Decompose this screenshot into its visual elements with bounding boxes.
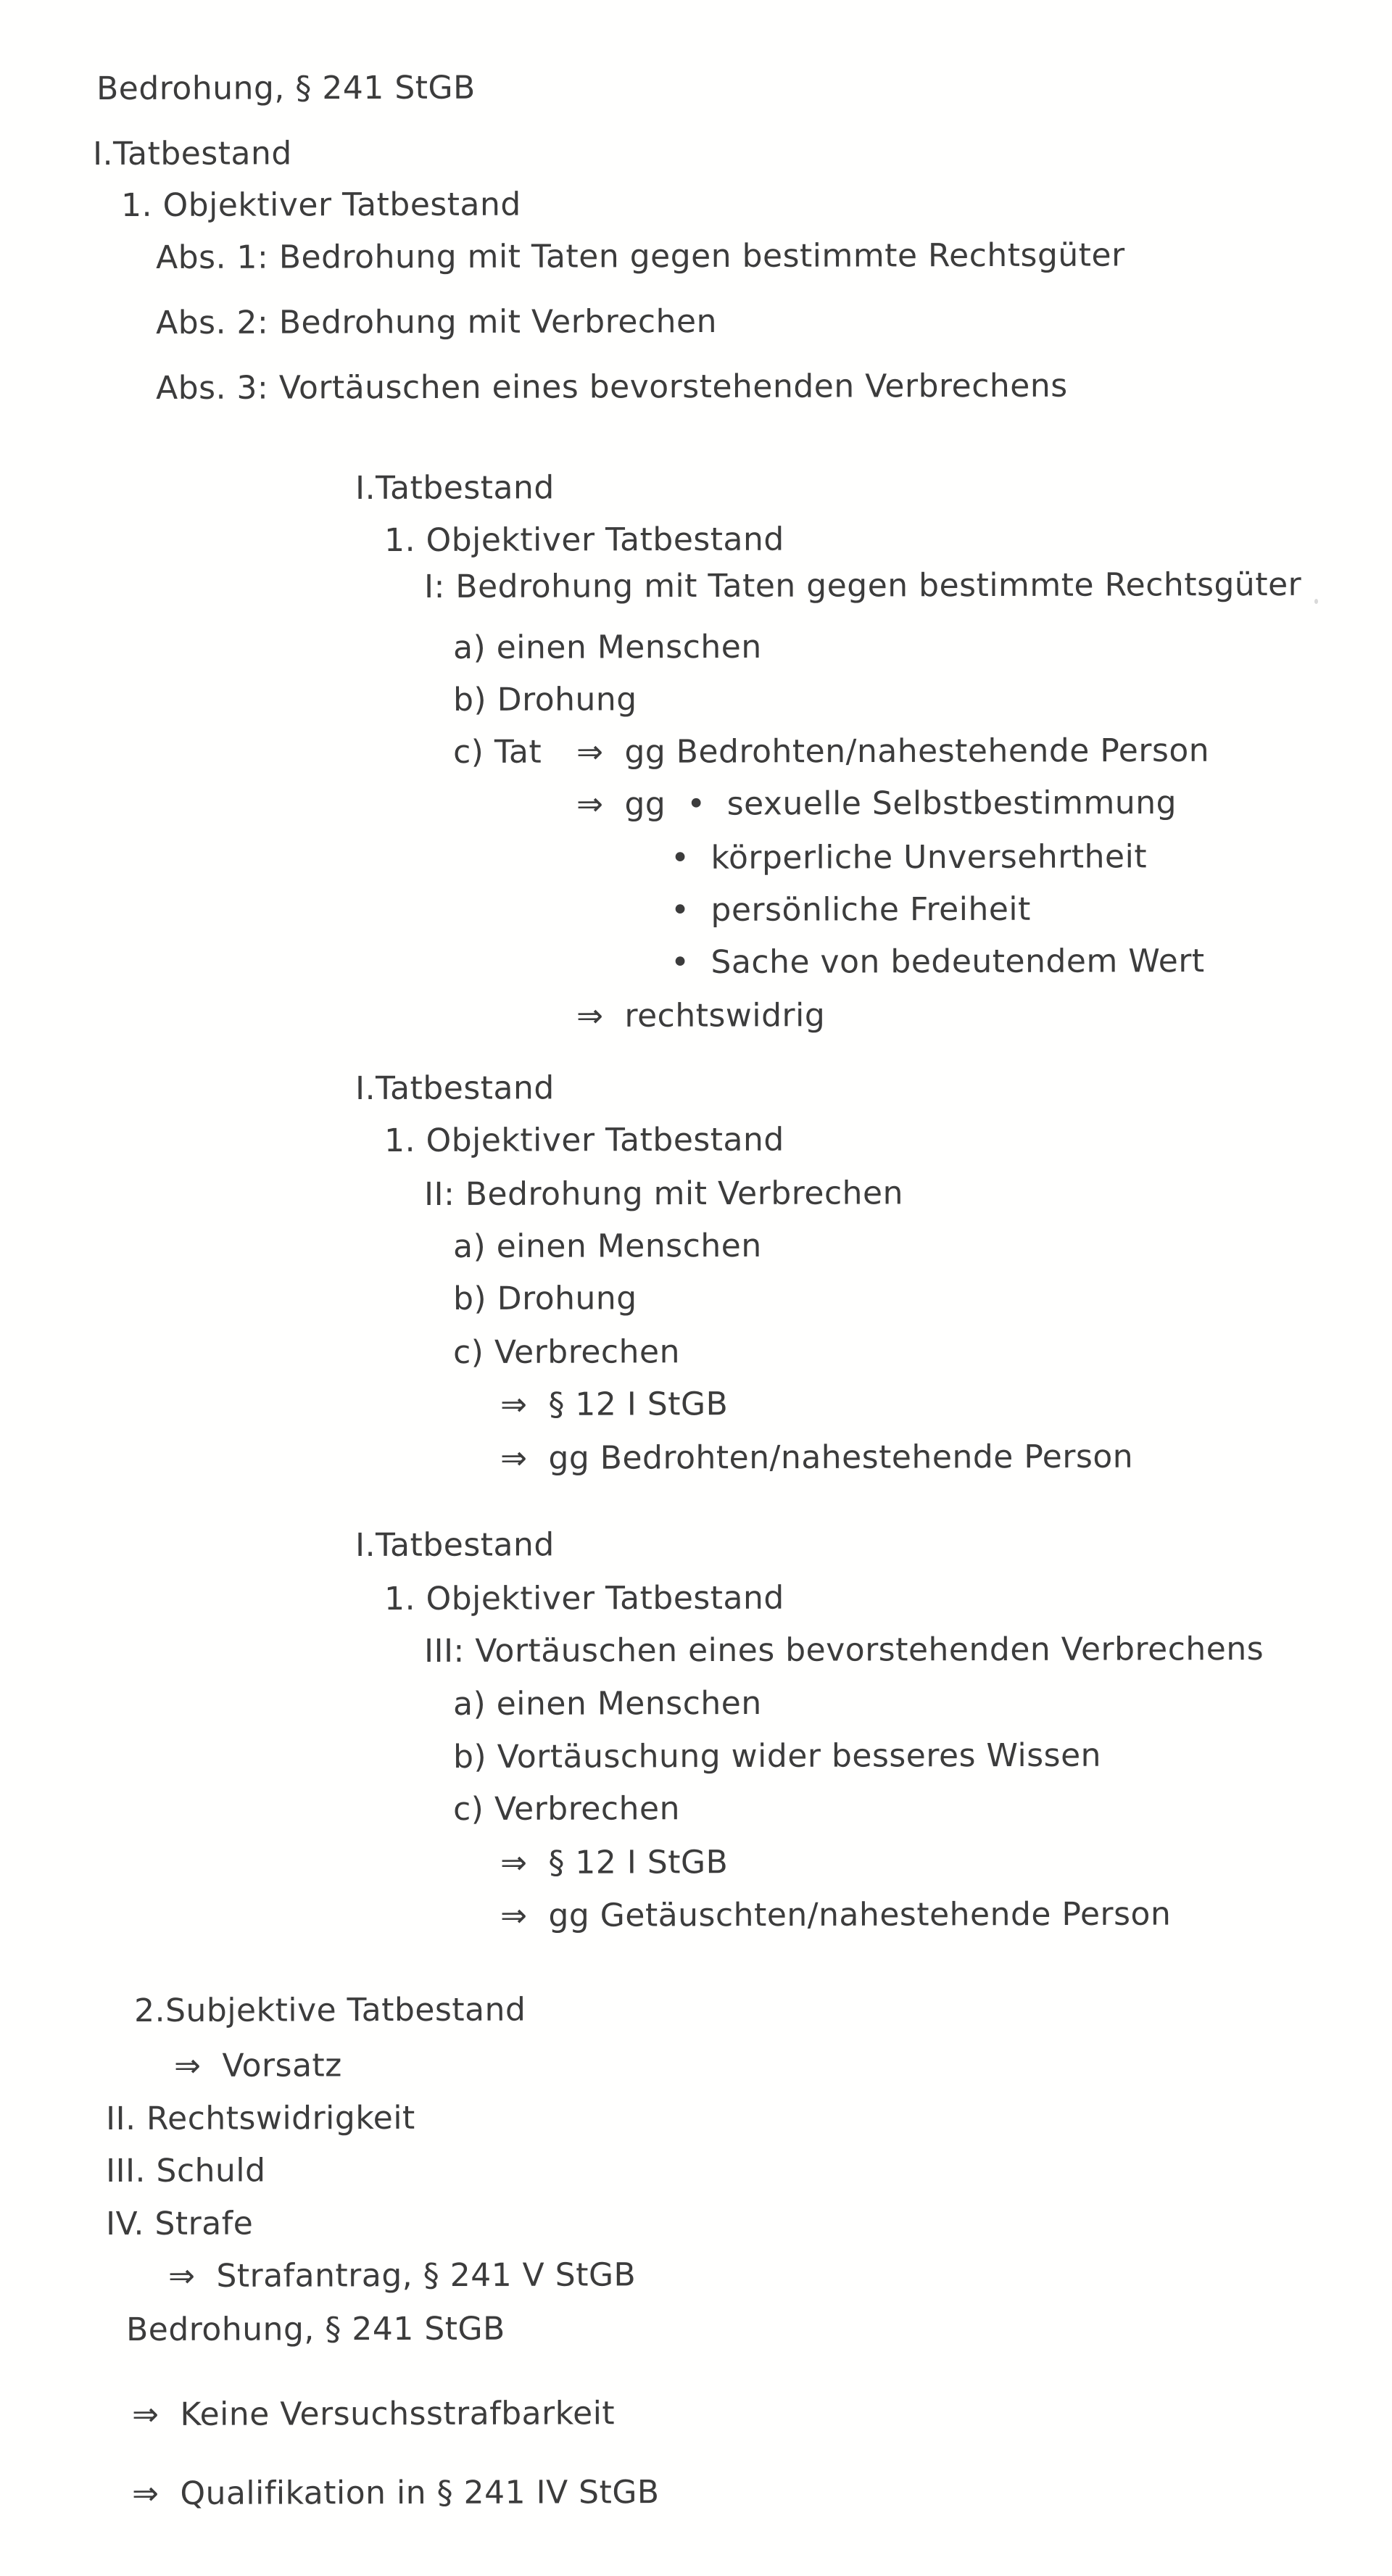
outline-line: 1. Objektiver Tatbestand [121,186,521,224]
outline-line: a) einen Menschen [453,1684,762,1723]
outline-line: ⇒ § 12 I StGB [500,1844,729,1881]
outline-line: I: Bedrohung mit Taten gegen bestimmte Rechtsgüter [424,566,1302,605]
outline-line: ⇒ Qualifikation in § 241 IV StGB [132,2474,660,2512]
outline-line: c) Verbrechen [453,1333,680,1371]
outline-line: I.Tatbestand [355,469,555,507]
outline-line: 1. Objektiver Tatbestand [384,521,784,559]
outline-line: III. Schuld [106,2152,266,2190]
outline-line: ⇒ Strafantrag, § 241 V StGB [168,2256,637,2295]
outline-line: a) einen Menschen [453,628,762,666]
outline-line: ⇒ gg Bedrohten/nahestehende Person [500,1438,1134,1477]
outline-line: c) Tat [453,733,542,771]
outline-line: c) Verbrechen [453,1790,680,1828]
outline-line: Abs. 3: Vortäuschen eines bevorstehenden Verbrechens [156,367,1068,407]
outline-line: Bedrohung, § 241 StGB [96,69,476,107]
stray-pen-mark [1314,599,1318,604]
outline-line: b) Vortäuschung wider besseres Wissen [453,1736,1102,1776]
outline-line: • Sache von bedeutendem Wert [671,943,1205,981]
outline-line: Bedrohung, § 241 StGB [126,2310,505,2348]
outline-line: I.Tatbestand [355,1069,555,1107]
outline-line: • körperliche Unversehrtheit [671,838,1148,877]
outline-line: ⇒ gg Bedrohten/nahestehende Person [576,732,1210,771]
outline-line: ⇒ rechtswidrig [576,997,826,1035]
outline-line: a) einen Menschen [453,1227,762,1265]
outline-line: 1. Objektiver Tatbestand [384,1121,784,1159]
outline-line: ⇒ § 12 I StGB [500,1386,729,1423]
outline-line: II: Bedrohung mit Verbrechen [424,1175,904,1213]
outline-line: ⇒ Keine Versuchsstrafbarkeit [132,2395,616,2433]
outline-line: Abs. 1: Bedrohung mit Taten gegen bestimmte Rechtsgüter [156,236,1125,276]
outline-line: I.Tatbestand [93,135,292,173]
outline-line: Abs. 2: Bedrohung mit Verbrechen [156,302,718,341]
outline-line: 1. Objektiver Tatbestand [384,1579,784,1618]
outline-line: I.Tatbestand [355,1526,555,1564]
outline-line: III: Vortäuschen eines bevorstehenden Verbrechens [424,1630,1264,1670]
outline-line: ⇒ gg Getäuschten/nahestehende Person [500,1895,1172,1934]
outline-line: IV. Strafe [106,2205,254,2242]
outline-line: b) Drohung [453,681,637,718]
outline-line: II. Rechtswidrigkeit [106,2099,415,2137]
outline-line: ⇒ Vorsatz [174,2047,342,2084]
outline-line: ⇒ gg • sexuelle Selbstbestimmung [576,784,1177,823]
outline-line: • persönliche Freiheit [671,890,1031,929]
outline-line: 2.Subjektive Tatbestand [134,1991,526,2029]
outline-line: b) Drohung [453,1280,637,1317]
